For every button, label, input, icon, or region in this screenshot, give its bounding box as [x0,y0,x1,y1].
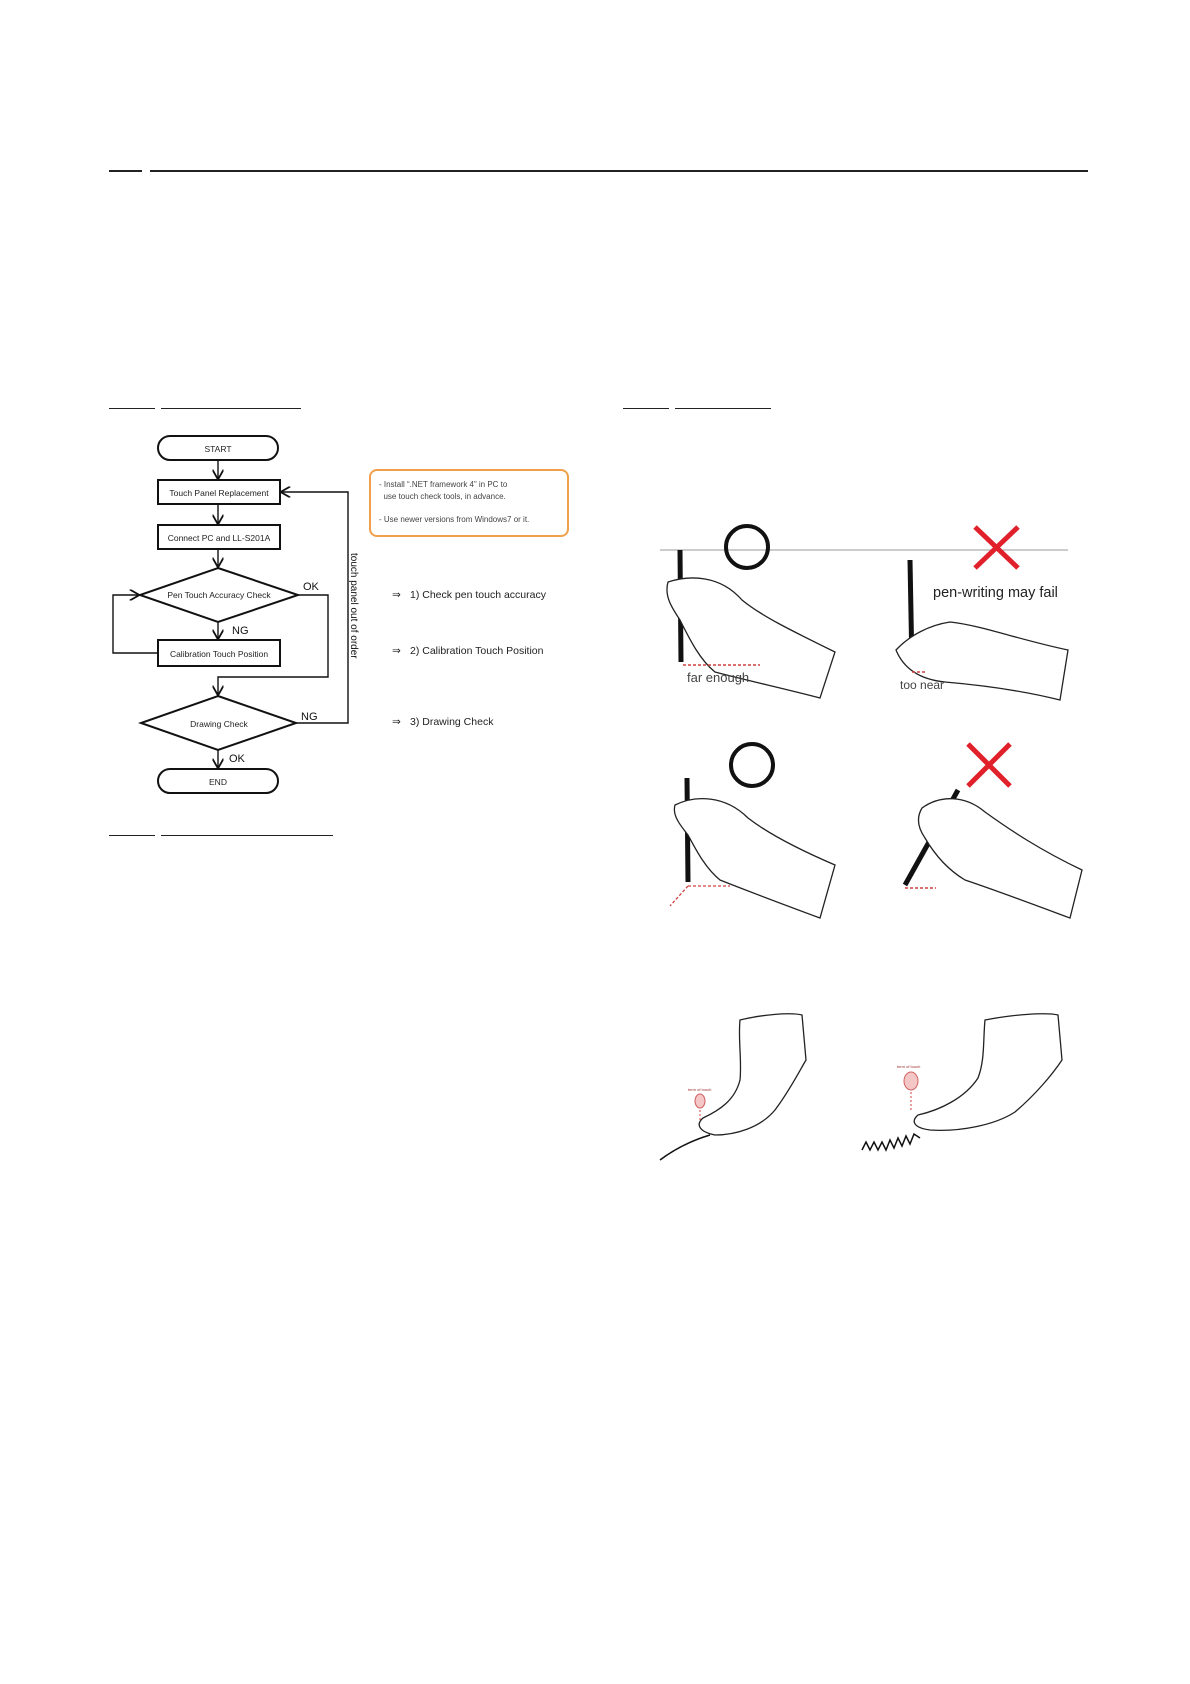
term-of-touch-label-1: term of touch [688,1087,712,1092]
step-arrow-1: ⇒ [392,589,401,601]
note-line-3: - Use newer versions from Windows7 or it. [379,515,530,524]
ng-label-1: NG [232,625,249,637]
calibration-touch-position-label: Calibration Touch Position [169,649,269,659]
ok-label-1: OK [303,581,319,593]
jagged-line [862,1134,920,1150]
pen-writing-may-fail-label: pen-writing may fail [933,585,1058,601]
end-label: END [209,777,227,787]
ok-label-2: OK [229,753,245,765]
angle-guide [670,886,730,906]
drawing-check-label: Drawing Check [190,719,248,729]
far-enough-label: far enough [687,670,750,685]
touch-panel-replacement-label: Touch Panel Replacement [169,488,269,498]
finger-hand-icon [914,1014,1062,1131]
touch-area-icon [904,1072,918,1090]
pen-touch-accuracy-label: Pen Touch Accuracy Check [167,590,271,600]
step-arrow-2: ⇒ [392,645,401,657]
finger-hand-icon [699,1014,806,1135]
note-line-2: use touch check tools, in advance. [379,492,506,501]
step-2-label: 2) Calibration Touch Position [410,645,544,657]
term-of-touch-label-2: term of touch [897,1064,921,1069]
step-1-label: 1) Check pen touch accuracy [410,589,546,601]
start-label: START [204,444,232,454]
hand-icon [918,799,1082,918]
step-arrow-3: ⇒ [392,716,401,728]
touch-area-icon [695,1094,705,1108]
note-line-1: - Install “.NET framework 4” in PC to [379,480,508,489]
cross-icon [975,527,1018,568]
correct-circle-icon [726,526,768,568]
ng-label-2: NG [301,711,318,723]
correct-circle-icon [731,744,773,786]
cross-icon [968,744,1010,786]
too-near-label: too near [900,678,945,692]
step-3-label: 3) Drawing Check [410,716,494,728]
hand-icon [674,799,835,918]
drawn-line [660,1135,710,1160]
connect-pc-label: Connect PC and LL-S201A [167,533,271,543]
loop-side-label: touch panel out of order [348,553,359,659]
